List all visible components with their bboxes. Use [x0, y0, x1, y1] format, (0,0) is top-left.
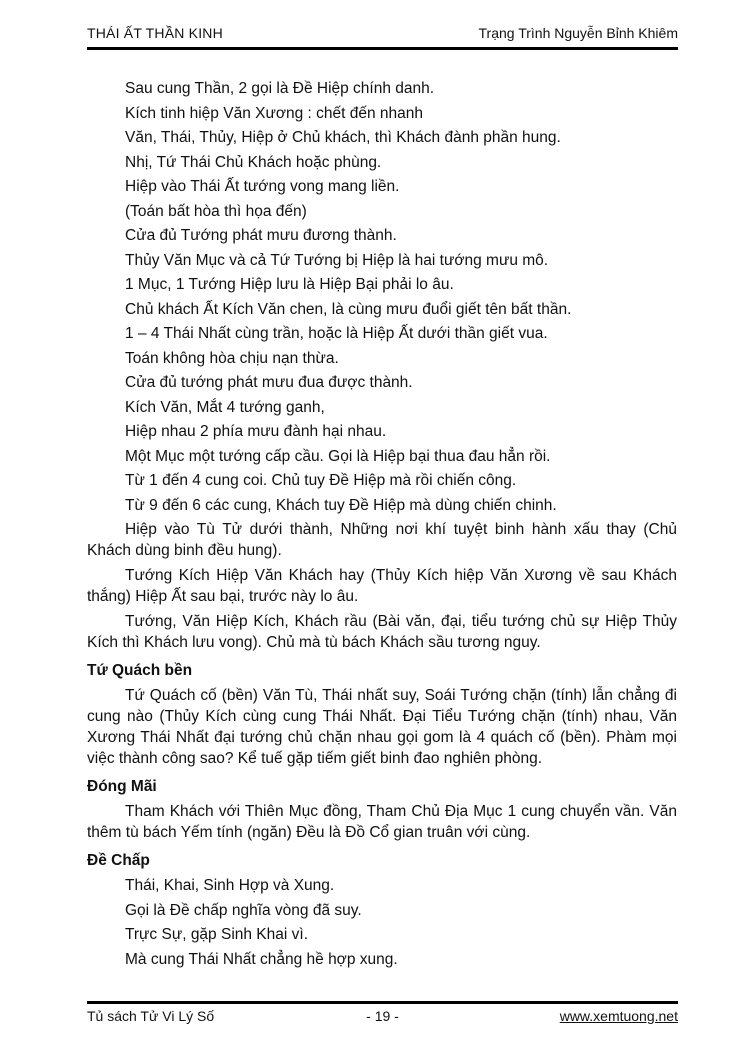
text-line: Hiệp vào Thái Ất tướng vong mang liền. [125, 178, 400, 195]
content [87, 78, 677, 973]
section-heading: Đề Chấp [87, 852, 150, 869]
paragraph: Tứ Quách cố (bền) Văn Tù, Thái nhất suy, Soái Tướng chặn (tính) lẫn chẳng đi cung nào (Thủy Kích cùng cung Thái Nhất. Đại Tiểu Tướng chặn (tính) nhau, Văn Xương Thái Nhất đại tướng chủ chặn nhau gọi gom là 4 quách cố (bền). Phàm mọi việc thành công sao? Kể tuế gặp tiếm giết binh đao nghiên phòng. [87, 687, 677, 767]
page-header [87, 24, 678, 50]
text-line: Chủ khách Ất Kích Văn chen, là cùng mưu đuổi giết tên bất thần. [125, 300, 572, 318]
paragraph: Hiệp vào Tù Tử dưới thành, Những nơi khí tuyệt binh hành xấu thay (Chủ Khách dùng binh đều hung). [87, 521, 677, 559]
text-line: Từ 1 đến 4 cung coi. Chủ tuy Đề Hiệp mà rồi chiến công. [125, 472, 517, 489]
text-line: Một Mục một tướng cấp cầu. Gọi là Hiệp bại thua đau hẳn rồi. [125, 447, 551, 465]
text-line: Gọi là Đề chấp nghĩa vòng đã suy. [125, 901, 362, 919]
text-line: Cửa đủ tướng phát mưu đua được thành. [125, 374, 413, 391]
text-line: Trực Sự, gặp Sinh Khai vì. [125, 926, 309, 943]
paragraph: Tham Khách với Thiên Mục đồng, Tham Chủ Địa Mục 1 cung chuyển vần. Văn thêm tù bách Yếm tính (ngăn) Đều là Đồ Cổ gian truân với cùng. [87, 803, 677, 841]
section-heading: Tứ Quách bền [87, 662, 193, 679]
paragraph: Tướng, Văn Hiệp Kích, Khách rầu (Bài văn, đại, tiểu tướng chủ sự Hiệp Thủy Kích thì Khách lưu vong). Chủ mà tù bách Khách sầu tương nguy. [87, 613, 677, 651]
text-line: Thái, Khai, Sinh Hợp và Xung. [125, 877, 335, 894]
text-line: Nhị, Tứ Thái Chủ Khách hoặc phùng. [125, 153, 382, 171]
text-line: 1 Mục, 1 Tướng Hiệp lưu là Hiệp Bại phải lo âu. [125, 276, 454, 293]
text-line: Thủy Văn Mục và cả Tứ Tướng bị Hiệp là hai tướng mưu mô. [125, 251, 549, 269]
footer-website-link[interactable]: www.xemtuong.net [559, 1008, 678, 1024]
page-footer [87, 1001, 678, 1025]
header-author: Trạng Trình Nguyễn Bỉnh Khiêm [478, 25, 678, 41]
text-line: Sau cung Thần, 2 gọi là Đề Hiệp chính danh. [125, 80, 435, 97]
header-book-title: THÁI ẤT THẦN KINH [87, 25, 223, 41]
text-line: Kích tinh hiệp Văn Xương : chết đến nhanh [125, 104, 424, 122]
paragraph: Tướng Kích Hiệp Văn Khách hay (Thủy Kích hiệp Văn Xương về sau Khách thắng) Hiệp Ất sau bại, trước này lo âu. [87, 567, 677, 605]
text-line: Toán không hòa chịu nạn thừa. [125, 349, 339, 367]
text-line: Văn, Thái, Thủy, Hiệp ở Chủ khách, thì Khách đành phần hung. [125, 129, 561, 146]
text-line: Mà cung Thái Nhất chẳng hề hợp xung. [125, 950, 398, 968]
text-line: 1 – 4 Thái Nhất cùng trần, hoặc là Hiệp Ất dưới thần giết vua. [125, 325, 548, 342]
footer-series-title: Tủ sách Tử Vi Lý Số [87, 1008, 215, 1024]
text-line: Từ 9 đến 6 các cung, Khách tuy Đề Hiệp mà dùng chiến chinh. [125, 496, 557, 514]
text-line: (Toán bất hòa thì họa đến) [125, 202, 307, 220]
text-line: Cửa đủ Tướng phát mưu đương thành. [125, 227, 397, 244]
text-line: Kích Văn, Mắt 4 tướng ganh, [125, 398, 325, 416]
page-number: - 19 - [366, 1008, 399, 1024]
text-line: Hiệp nhau 2 phía mưu đành hại nhau. [125, 423, 387, 440]
section-heading: Đóng Mãi [87, 778, 157, 795]
